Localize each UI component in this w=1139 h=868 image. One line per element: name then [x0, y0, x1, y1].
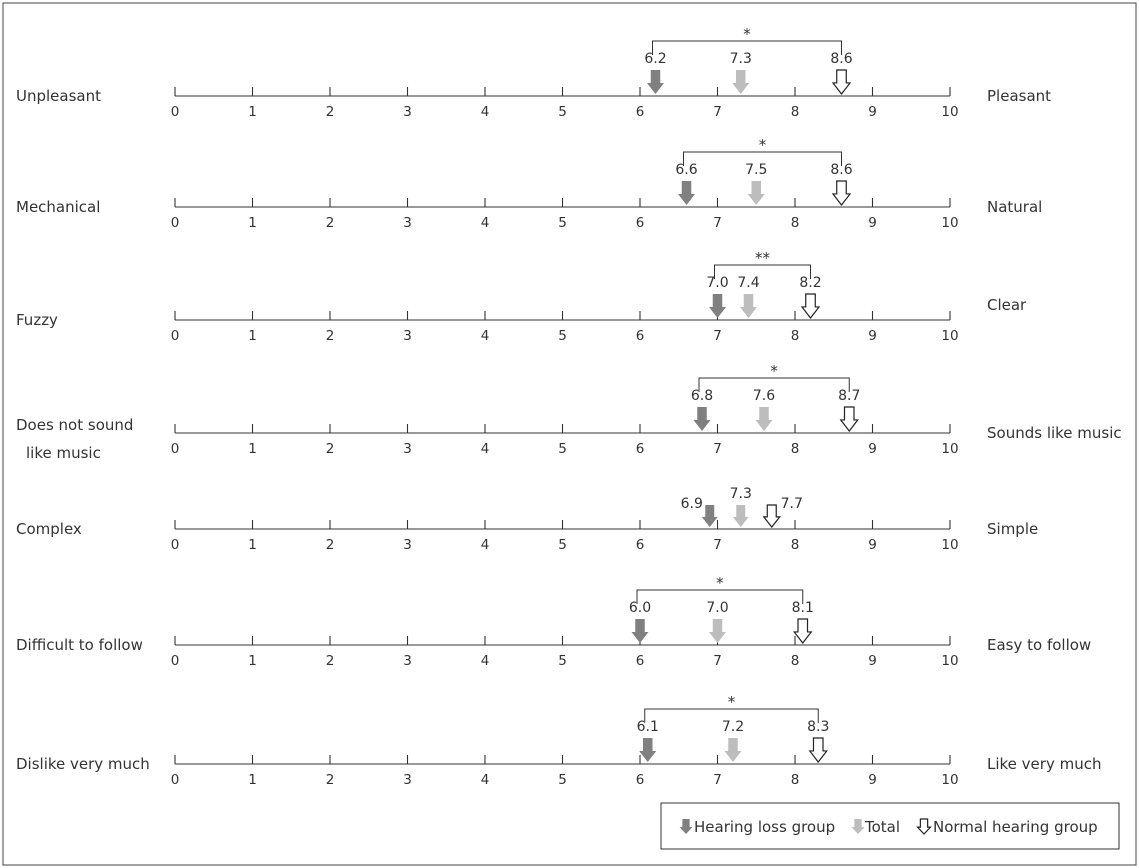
tick-label: 2: [325, 328, 335, 344]
tick-label: 8: [790, 328, 800, 344]
tick-label: 7: [713, 537, 722, 553]
tick-label: 6: [635, 441, 645, 457]
tick-label: 8: [790, 537, 800, 553]
tick-label: 3: [403, 653, 412, 669]
rating-arrow-total: [709, 619, 726, 643]
tick-label: 9: [868, 328, 877, 344]
tick-label: 5: [558, 653, 567, 669]
value-label: 6.1: [636, 719, 659, 735]
right-anchor-label: Simple: [987, 520, 1039, 538]
tick-label: 10: [941, 328, 959, 344]
tick-label: 5: [558, 537, 567, 553]
tick-label: 9: [868, 441, 877, 457]
left-anchor-label: Does not sound: [16, 416, 134, 434]
legend-entry-label: Normal hearing group: [933, 818, 1098, 836]
figure-border: [3, 3, 1136, 865]
significance-marker: *: [770, 362, 778, 380]
tick-label: 9: [868, 537, 877, 553]
tick-label: 4: [480, 104, 490, 120]
tick-label: 6: [635, 772, 645, 788]
scales-layer: [16, 25, 1122, 788]
value-label: 8.2: [799, 275, 822, 291]
significance-bracket: [715, 265, 811, 279]
tick-label: 1: [248, 328, 257, 344]
tick-label: 5: [558, 328, 567, 344]
tick-label: 1: [248, 441, 257, 457]
tick-label: 1: [248, 772, 257, 788]
tick-label: 1: [248, 215, 257, 231]
tick-label: 10: [941, 653, 959, 669]
rating-arrow-normal-hearing: [802, 294, 819, 318]
rating-arrow-total: [733, 505, 749, 527]
tick-label: 5: [558, 772, 567, 788]
rating-arrow-total: [732, 70, 749, 94]
tick-label: 10: [941, 215, 959, 231]
value-label: 6.8: [690, 388, 714, 404]
rating-arrow-hearing-loss: [647, 70, 664, 94]
value-label: 6.2: [644, 51, 667, 67]
tick-label: 6: [635, 104, 645, 120]
tick-label: 0: [170, 104, 180, 120]
tick-label: 2: [325, 104, 335, 120]
tick-label: 10: [941, 772, 959, 788]
value-label: 8.6: [830, 51, 853, 67]
left-anchor-label: Unpleasant: [16, 87, 101, 105]
tick-label: 4: [480, 537, 490, 553]
right-anchor-label: Easy to follow: [987, 636, 1092, 654]
tick-label: 6: [635, 215, 645, 231]
tick-label: 6: [635, 653, 645, 669]
tick-label: 3: [403, 215, 412, 231]
tick-label: 0: [170, 653, 180, 669]
tick-label: 8: [790, 441, 800, 457]
tick-label: 0: [170, 537, 180, 553]
tick-label: 7: [713, 772, 722, 788]
rating-scale-row: [16, 25, 1051, 120]
rating-scale-row: [16, 486, 1038, 553]
right-anchor-label: Pleasant: [987, 87, 1052, 105]
value-label: 6.6: [675, 162, 698, 178]
rating-arrow-hearing-loss: [694, 407, 711, 431]
right-anchor-label: Natural: [987, 198, 1043, 216]
value-label: 8.3: [807, 719, 830, 735]
rating-arrow-normal-hearing: [841, 407, 858, 431]
left-anchor-label: like music: [26, 444, 101, 462]
rating-arrow-total: [725, 738, 742, 762]
value-label: 8.6: [830, 162, 853, 178]
tick-label: 4: [480, 441, 490, 457]
tick-label: 0: [170, 328, 180, 344]
tick-label: 4: [480, 653, 490, 669]
tick-label: 3: [403, 104, 412, 120]
left-anchor-label: Difficult to follow: [16, 636, 143, 654]
rating-arrow-normal-hearing: [810, 738, 827, 762]
value-label: 6.0: [628, 600, 652, 616]
tick-label: 9: [868, 772, 877, 788]
rating-arrow-normal-hearing: [833, 181, 850, 205]
tick-label: 8: [790, 215, 800, 231]
tick-label: 2: [325, 215, 335, 231]
rating-arrow-normal-hearing: [764, 505, 780, 527]
tick-label: 10: [941, 441, 959, 457]
tick-label: 2: [325, 537, 335, 553]
left-anchor-label: Mechanical: [16, 198, 101, 216]
tick-label: 10: [941, 104, 959, 120]
rating-arrow-total: [756, 407, 773, 431]
tick-label: 1: [248, 104, 257, 120]
significance-marker: *: [716, 574, 724, 592]
value-label: 7.6: [752, 388, 776, 404]
tick-label: 3: [403, 537, 412, 553]
tick-label: 7: [713, 441, 722, 457]
right-anchor-label: Sounds like music: [987, 424, 1122, 442]
tick-label: 5: [558, 104, 567, 120]
rating-arrow-total: [748, 181, 765, 205]
right-anchor-label: Clear: [987, 296, 1027, 314]
tick-label: 8: [790, 772, 800, 788]
rating-scale-row: [16, 693, 1101, 788]
value-label: 7.2: [721, 719, 745, 735]
rating-arrow-normal-hearing: [833, 70, 850, 94]
tick-label: 3: [403, 441, 412, 457]
tick-label: 2: [325, 441, 335, 457]
tick-label: 4: [480, 215, 490, 231]
tick-label: 6: [635, 537, 645, 553]
rating-arrow-hearing-loss: [678, 181, 695, 205]
value-label: 7.3: [729, 51, 752, 67]
legend-entry-label: Total: [865, 818, 901, 836]
value-label: 7.3: [729, 486, 752, 502]
tick-label: 6: [635, 328, 645, 344]
tick-label: 8: [790, 653, 800, 669]
value-label: 7.4: [737, 275, 760, 291]
legend: [661, 803, 1119, 849]
rating-scale-row: [16, 574, 1091, 669]
tick-label: 7: [713, 104, 722, 120]
tick-label: 7: [713, 653, 722, 669]
tick-label: 2: [325, 653, 335, 669]
value-label: 7.0: [706, 275, 729, 291]
value-label: 7.7: [780, 496, 803, 512]
value-label: 8.1: [791, 600, 814, 616]
tick-label: 5: [558, 441, 567, 457]
tick-label: 0: [170, 215, 180, 231]
tick-label: 1: [248, 537, 257, 553]
tick-label: 0: [170, 441, 180, 457]
rating-scale-row: [16, 362, 1122, 462]
rating-arrow-hearing-loss: [639, 738, 656, 762]
rating-arrow-normal-hearing: [794, 619, 811, 643]
significance-marker: **: [755, 249, 770, 267]
tick-label: 10: [941, 537, 959, 553]
rating-scale-row: [16, 249, 1027, 344]
left-anchor-label: Fuzzy: [16, 311, 58, 329]
legend-entry-label: Hearing loss group: [694, 818, 836, 836]
tick-label: 3: [403, 772, 412, 788]
rating-arrow-hearing-loss: [709, 294, 726, 318]
tick-label: 5: [558, 215, 567, 231]
tick-label: 9: [868, 104, 877, 120]
tick-label: 4: [480, 772, 490, 788]
value-label: 6.9: [680, 496, 703, 512]
significance-marker: *: [758, 136, 767, 154]
rating-arrow-total: [740, 294, 757, 318]
tick-label: 9: [868, 653, 877, 669]
tick-label: 2: [325, 772, 335, 788]
tick-label: 9: [868, 215, 877, 231]
tick-label: 7: [713, 215, 722, 231]
tick-label: 4: [480, 328, 490, 344]
value-label: 7.5: [745, 162, 768, 178]
rating-arrow-hearing-loss: [702, 505, 718, 527]
tick-label: 3: [403, 328, 412, 344]
tick-label: 8: [790, 104, 800, 120]
significance-marker: *: [727, 693, 736, 711]
tick-label: 1: [248, 653, 257, 669]
left-anchor-label: Dislike very much: [16, 755, 150, 773]
right-anchor-label: Like very much: [987, 755, 1102, 773]
value-label: 8.7: [838, 388, 861, 404]
value-label: 7.0: [706, 600, 729, 616]
significance-marker: *: [743, 25, 751, 43]
left-anchor-label: Complex: [16, 520, 82, 538]
tick-label: 7: [713, 328, 722, 344]
tick-label: 0: [170, 772, 180, 788]
rating-arrow-hearing-loss: [632, 619, 649, 643]
rating-scale-row: [16, 136, 1042, 231]
